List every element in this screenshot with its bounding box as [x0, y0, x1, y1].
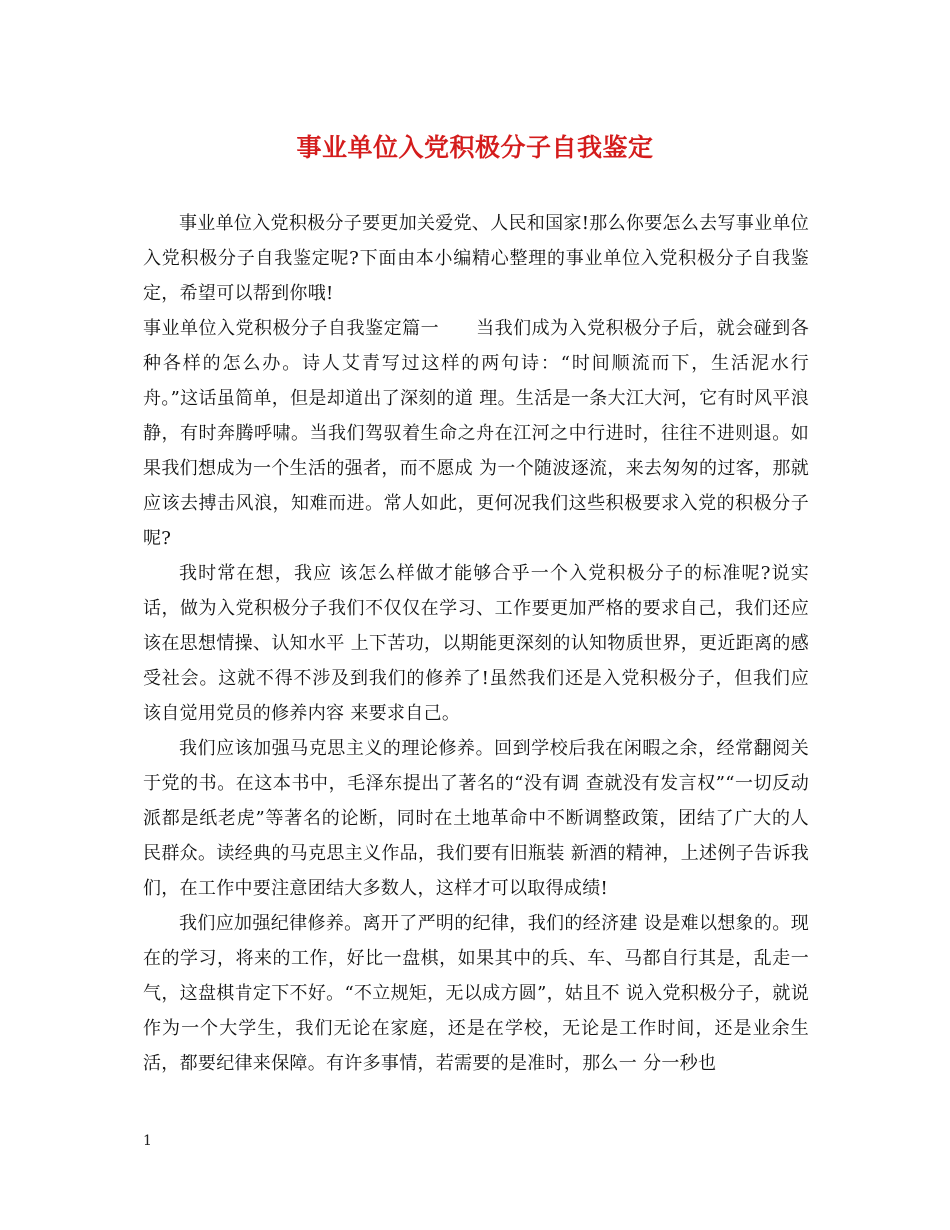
body-paragraph-2: 我时常在想，我应 该怎么样做才能够合乎一个入党积极分子的标准呢?说实话，做为入党积极分子我们不仅仅在学习、工作要更加严格的要求自己，我们还应该在思想情操、认知水平 上下苦功，以期能更深刻的认知物质世界，更近距离的感受社会。这就不得不涉及到我们的修养了!虽然我们还是入党积极分子，但我们应该自觉用党员的修养内容 来要求自己。 — [143, 563, 809, 724]
body-paragraph-4: 我们应加强纪律修养。离开了严明的纪律，我们的经济建 设是难以想象的。现在的学习，将来的工作，好比一盘棋，如果其中的兵、车、马都自行其是，乱走一气，这盘棋肯定下不好。“不立规矩，无以成方圆”，姑且不 说入党积极分子，就说作为一个大学生，我们无论在家庭，还是在学校，无论是工作时间，还是业余生活，都要纪律来保障。有许多事情，若需要的是准时，那么一 分一秒也 — [143, 913, 809, 1074]
section-one-paragraph: 事业单位入党积极分子自我鉴定篇一 当我们成为入党积极分子后，就会碰到各种各样的怎么办。诗人艾青写过这样的两句诗：“时间顺流而下，生活泥水行舟。”这话虽简单，但是却道出了深刻的道 理。生活是一条大江大河，它有时风平浪静，有时奔腾呼啸。当我们驾驭着生命之舟在江河之中行进时，往往不进则退。如果我们想成为一个生活的强者，而不愿成 为一个随波逐流，来去匆匆的过客，那就应该去搏击风浪，知难而进。常人如此，更何况我们这些积极要求入党的积极分子呢? — [143, 318, 809, 549]
page-number: 1 — [143, 1133, 152, 1149]
intro-paragraph: 事业单位入党积极分子要更加关爱党、人民和国家!那么你要怎么去写事业单位入党积极分子自我鉴定呢?下面由本小编精心整理的事业单位入党积极分子自我鉴定，希望可以帮到你哦! — [143, 213, 809, 304]
document-title: 事业单位入党积极分子自我鉴定 — [296, 133, 654, 162]
body-paragraph-3: 我们应该加强马克思主义的理论修养。回到学校后我在闲暇之余，经常翻阅关于党的书。在这本书中，毛泽东提出了著名的“没有调 查就没有发言权”“一切反动派都是纸老虎”等著名的论断，同时在土地革命中不断调整政策，团结了广大的人民群众。读经典的马克思主义作品，我们要有旧瓶装 新酒的精神，上述例子告诉我们，在工作中要注意团结大多数人，这样才可以取得成绩! — [143, 738, 809, 899]
document-body — [143, 206, 809, 1081]
